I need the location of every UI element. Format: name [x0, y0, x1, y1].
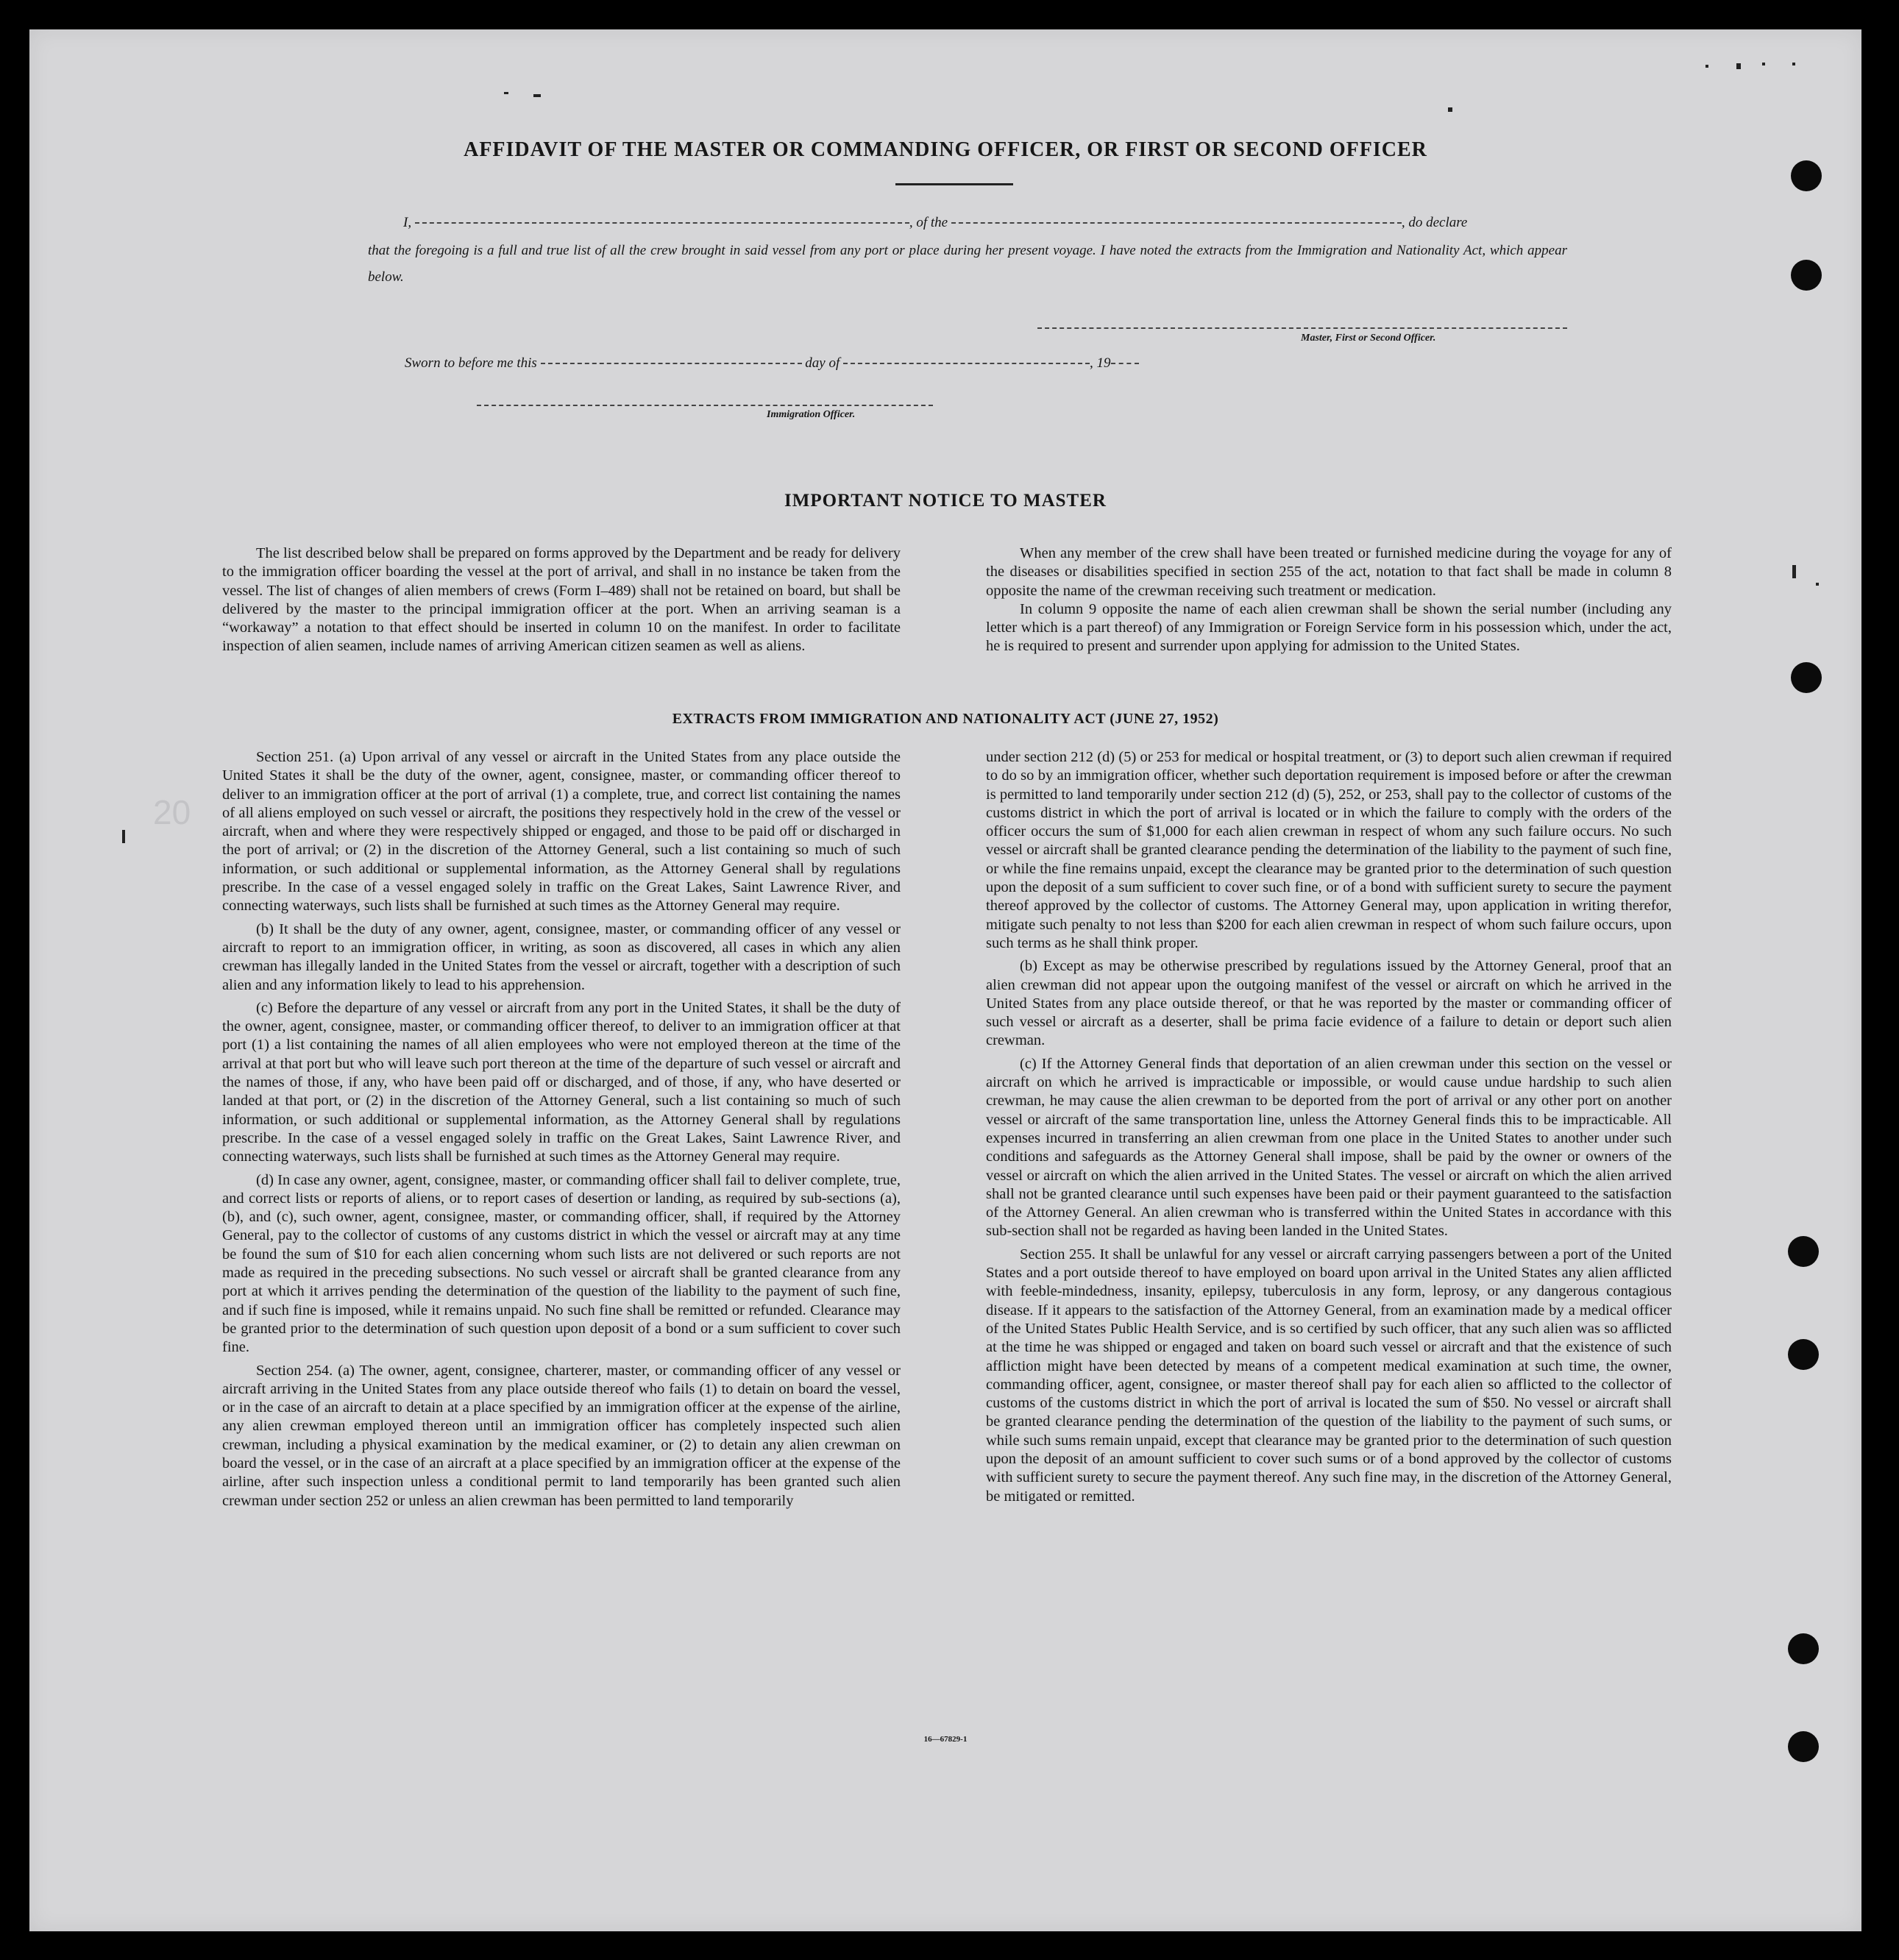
- form-number: 16—67829-1: [923, 1735, 968, 1744]
- punch-hole: [1791, 260, 1822, 291]
- declarant-name-blank[interactable]: [415, 221, 909, 224]
- scan-speck: [122, 830, 125, 843]
- notice-left-column: [222, 544, 901, 661]
- sworn-month-blank[interactable]: [843, 362, 1090, 364]
- extracts-left-column: [222, 748, 901, 1515]
- section-251-d: (d) In case any owner, agent, consignee, master, or commanding officer shall fail to deliver complete, true, and correct lists or reports of aliens, or to report cases of desertion or landing, as required by sub-sections (a), (b), and (c), such owner, agent, consignee, master, or commanding officer, shall, if required by the Attorney General, pay to the collector of customs of any customs district in which the vessel or aircraft may at any time be found the sum of $10 for each alien concerning whom such lists are not delivered or such reports are not made as required in the preceding subsections. No such vessel or aircraft shall be granted clearance from any port at which it arrives pending the determination of the question of the liability to the payment of such fine, and if such fine is imposed, while it remains unpaid. No such fine shall be remitted or refunded. Clearance may be granted prior to the determination of such question upon deposit of a bond or a sum sufficient to cover such fine.: [222, 1171, 901, 1356]
- scan-speck: [533, 94, 541, 97]
- notice-right-paragraph-2: In column 9 opposite the name of each alien crewman shall be shown the serial number (including any letter which is a part thereof) of any Immigration or Foreign Service form in his possession which, under the act, he is required to present and surrender upon applying for admission to the United States.: [986, 600, 1672, 655]
- notice-left-paragraph: The list described below shall be prepared on forms approved by the Department and be ready for delivery to the immigration officer boarding the vessel at the port of arrival, and shall in no instance be taken from the vessel. The list of changes of alien members of crews (Form I–489) shall not be retained on board, but shall be delivered by the master to the principal immigration officer at the port. When an arriving seaman is a “workaway” a notation to that effect should be inserted in column 10 on the manifest. In order to facilitate inspection of alien seamen, include names of arriving American citizen seamen as well as aliens.: [222, 545, 901, 655]
- section-254-b: (b) Except as may be otherwise prescribed by regulations issued by the Attorney General, proof that an alien crewman did not appear upon the outgoing manifest of the vessel or aircraft on which he arrived in the United States from any place outside thereof, or that he was reported by the master or commanding officer of such vessel or aircraft as a deserter, shall be prima facie evidence of a failure to detain or deport such alien crewman.: [986, 958, 1672, 1049]
- punch-hole: [1791, 160, 1822, 191]
- extracts-right-column: [986, 748, 1672, 1510]
- section-254-a: Section 254. (a) The owner, agent, consignee, charterer, master, or commanding officer of any vessel or aircraft arriving in the United States from any place outside thereof who fails (1) to detain on board the vessel, or in the case of an aircraft to detain at a place specified by an immigration officer at the expense of the airline, any alien crewman employed thereon until an immigration officer has completely inspected such alien crewman, including a physical examination by the medical examiner, or (2) to detain any alien crewman on board the vessel, or in the case of an aircraft at a place specified by an immigration officer at the expense of the airline, after such inspection unless a conditional permit to land temporarily has been granted such alien crewman under section 252 or unless an alien crewman has been permitted to land temporarily: [222, 1362, 901, 1509]
- section-251-b: (b) It shall be the duty of any owner, agent, consignee, master, or commanding officer of any vessel or aircraft to report to an immigration officer, in writing, as soon as discovered, all cases in which any alien crewman has illegally landed in the United States from the vessel or aircraft, together with a description of such alien and any information likely to lead to his apprehension.: [222, 920, 901, 993]
- scan-speck: [504, 92, 508, 94]
- sworn-label: Sworn to before me this: [405, 355, 537, 371]
- scan-speck: [1762, 63, 1765, 65]
- document-page: [29, 29, 1861, 1931]
- bleed-through-mark: 20: [153, 793, 191, 831]
- sworn-year-blank[interactable]: [1111, 362, 1139, 364]
- vessel-name-blank[interactable]: [951, 221, 1402, 224]
- punch-hole: [1788, 1339, 1819, 1370]
- sworn-day-blank[interactable]: [541, 362, 802, 364]
- punch-hole: [1791, 662, 1822, 693]
- section-251-c: (c) Before the departure of any vessel or aircraft from any port in the United States, it shall be the duty of the owner, agent, consignee, master, or commanding officer thereof, to deliver to an immigration officer at that port (1) a list containing the names of all alien employees who were not employed thereon at the time of the arrival at that port but who will leave such port thereon at the time of the departure of such vessel or aircraft and the names of those, if any, who have been paid off or discharged, and of those, if any, who have deserted or landed at that port, or (2) in the discretion of the Attorney General, such a list containing so much of such information, or such additional or supplemental information, as the Attorney General shall by regulations prescribe. In the case of a vessel engaged solely in traffic on the Great Lakes, Saint Lawrence River, and connecting waterways, such lists shall be furnished at such times as the Attorney General may require.: [222, 999, 901, 1165]
- notice-title: IMPORTANT NOTICE TO MASTER: [784, 491, 1107, 511]
- title-rule: [895, 183, 1013, 185]
- officer-signature-line[interactable]: [477, 405, 933, 406]
- punch-hole: [1788, 1633, 1819, 1664]
- scan-speck: [1816, 583, 1819, 586]
- declare-label: , do declare: [1401, 215, 1468, 230]
- sworn-line: [405, 355, 1139, 372]
- extracts-title: EXTRACTS FROM IMMIGRATION AND NATIONALITY ACT (JUNE 27, 1952): [672, 711, 1219, 727]
- declaration-line: [403, 215, 1467, 231]
- of-the-label: , of the: [909, 215, 948, 230]
- scan-speck: [1792, 63, 1795, 65]
- notice-right-paragraph-1: When any member of the crew shall have been treated or furnished medicine during the voyage for any of the diseases or disabilities specified in section 255 of the act, notation to that fact shall be made in column 8 opposite the name of the crewman receiving such treatment or medication.: [986, 545, 1672, 599]
- section-254-c: (c) If the Attorney General finds that deportation of an alien crewman under this section on the vessel or aircraft on which he arrived is impracticable or impossible, or would cause undue hardship to such alien crewman, he may cause the alien crewman to be deported from the port of arrival or any other port on another vessel or aircraft of the same transportation line, unless the Attorney General finds this to be impracticable. All expenses incurred in transferring an alien crewman from one place in the United States to another under such conditions and safeguards as the Attorney General shall impose, shall be paid by the owner or owners of the vessel or aircraft on which the alien arrived in the United States. The vessel or aircraft on which the alien arrived shall not be granted clearance until such expenses have been paid or their payment guaranteed to the satisfaction of the Attorney General. An alien crewman who is transferred within the United States in accordance with this sub-section shall not be regarded as having been landed in the United States.: [986, 1055, 1672, 1240]
- master-signature-caption: Master, First or Second Officer.: [1301, 333, 1436, 344]
- scan-speck: [1705, 65, 1708, 68]
- affidavit-statement: that the foregoing is a full and true list of all the crew brought in said vessel from any port or place during her present voyage. I have noted the extracts from the Immigration and Nationality Act, which appear below.: [368, 243, 1567, 285]
- section-255: Section 255. It shall be unlawful for any vessel or aircraft carrying passengers between a port of the United States and a port outside thereof to have employed on board upon arrival in the United States any alien afflicted with feeble-mindedness, insanity, epilepsy, tuberculosis in any form, leprosy, or any dangerous contagious disease. If it appears to the satisfaction of the Attorney General, from an examination made by a medical officer of the United States Public Health Service, and is so certified by such officer, that any such alien was so afflicted at the time he was shipped or engaged and taken on board such vessel or aircraft and that the existence of such affliction might have been detected by means of a competent medical examination at such time, the owner, commanding officer, agent, consignee, or master thereof shall pay for each alien so afflicted to the collector of customs of the customs district in which the port of arrival is located the sum of $50. No vessel or aircraft shall be granted clearance pending the determination of the question of the liability to the payment of such sums, or while such sums remain unpaid, except that clearance may be granted prior to the determination of such question upon the deposit of an amount sufficient to cover such sums or of a bond approved by the collector of customs with sufficient surety to secure the payment thereof. Any such fine may, in the discretion of the Attorney General, be mitigated or remitted.: [986, 1246, 1672, 1505]
- notice-right-column: [986, 544, 1672, 661]
- scan-speck: [1792, 565, 1796, 578]
- master-signature-line[interactable]: [1037, 327, 1567, 329]
- officer-signature-caption: Immigration Officer.: [767, 409, 856, 420]
- punch-hole: [1788, 1236, 1819, 1267]
- day-of-label: day of: [805, 355, 840, 371]
- year-prefix: , 19: [1090, 355, 1111, 371]
- scan-speck: [1736, 63, 1741, 69]
- scan-speck: [1448, 107, 1452, 112]
- section-254-a-continued: under section 212 (d) (5) or 253 for medical or hospital treatment, or (3) to deport such alien crewman if required to do so by an immigration officer, whether such deportation requirement is imposed before or after the crewman is permitted to land temporarily under section 212 (d) (5), 252, or 253, shall pay to the collector of customs of the customs district in which the port of arrival is located or in which the failure to comply with the orders of the officer occurs the sum of $1,000 for each alien crewman in respect of whom any such failure occurs. No such vessel or aircraft shall be granted clearance pending the determination of the liability to the payment of such fine, or while the fine remains unpaid, except the clearance may be granted prior to the determination of such question upon the deposit of a sum sufficient to cover such fine, or of a bond with sufficient surety to secure the payment thereof approved by the collector of customs. The Attorney General may, upon application in writing therefor, mitigate such penalty to not less than $200 for each alien crewman in respect of whom such failure occurs, upon such terms as he shall think proper.: [986, 749, 1672, 951]
- punch-hole: [1788, 1731, 1819, 1762]
- affidavit-title: AFFIDAVIT OF THE MASTER OR COMMANDING OFFICER, OR FIRST OR SECOND OFFICER: [464, 138, 1427, 161]
- section-251-a: Section 251. (a) Upon arrival of any vessel or aircraft in the United States from any place outside the United States it shall be the duty of the owner, agent, consignee, master, or commanding officer thereof to deliver to an immigration officer at the port of arrival (1) a complete, true, and correct list containing the names of all aliens employed on such vessel or aircraft, the positions they respectively hold in the crew of the vessel or aircraft, when and where they were respectively shipped or engaged, and those to be paid off or discharged in the port of arrival; or (2) in the discretion of the Attorney General, such a list containing so much of such information, or such additional or supplemental information, as the Attorney General shall by regulations prescribe. In the case of a vessel engaged solely in traffic on the Great Lakes, Saint Lawrence River, and connecting waterways, such lists shall be furnished at such times as the Attorney General may require.: [222, 749, 901, 915]
- declarant-label: I,: [403, 215, 412, 230]
